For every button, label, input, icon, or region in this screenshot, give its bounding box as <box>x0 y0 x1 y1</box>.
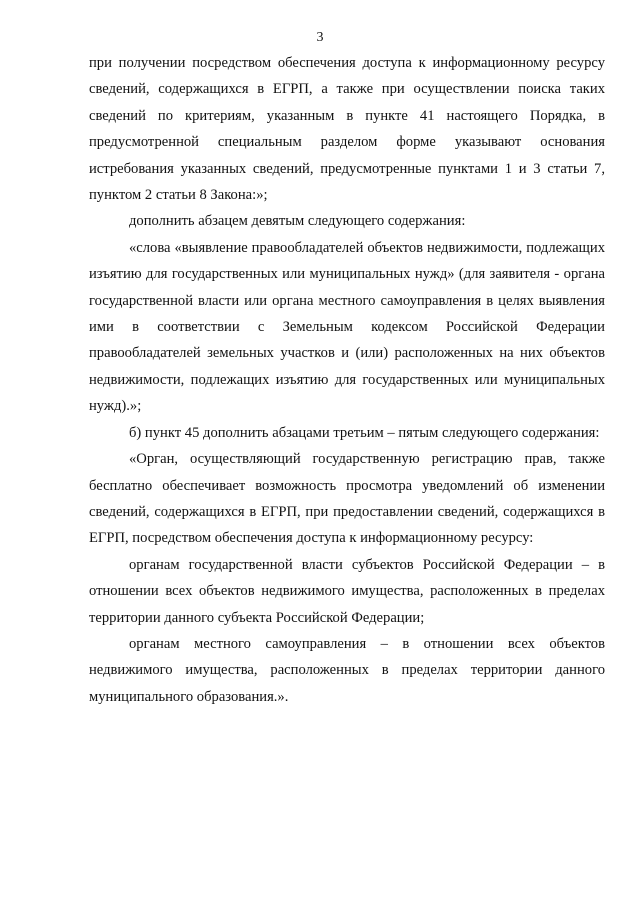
paragraph-add-ninth-subparagraph: дополнить абзацем девятым следующего содержания: <box>129 213 466 230</box>
paragraph-local-government: органам местного самоуправления – в отношении всех объектов недвижимого имущества, расположенных в пределах территории данного муниципального образования.». <box>89 635 605 705</box>
paragraph-words-identification: «слова «выявление правообладателей объектов недвижимости, подлежащих изъятию для государственных или муниципальных нужд» (для заявителя - органа государственной власти или органа местного самоуправления в целях выявления ими в соответствии с Земельным кодексом Российской Федерации правообладателей земельных участков и (или) расположенных на них объектов недвижимости, подлежащих изъятию для государственных или муниципальных нужд).»; <box>89 239 605 415</box>
page-number: 3 <box>316 30 324 45</box>
document-body <box>89 50 605 710</box>
paragraph-point-45-amendment: б) пункт 45 дополнить абзацами третьим – пятым следующего содержания: <box>129 424 600 441</box>
paragraph-grounds-for-request: при получении посредством обеспечения доступа к информационному ресурсу сведений, содержащихся в ЕГРП, а также при осуществлении поиска таких сведений по критериям, указанным в пункте 41 настоящего Порядка, в предусмотренной специальным разделом форме указывают основания истребования указанных сведений, предусмотренные пунктами 1 и 3 статьи 7, пунктом 2 статьи 8 Закона:»; <box>89 55 605 204</box>
paragraph-regional-authorities: органам государственной власти субъектов Российской Федерации – в отношении всех объектов недвижимого имущества, расположенных в пределах территории данного субъекта Российской Федерации; <box>89 556 605 626</box>
paragraph-registration-body: «Орган, осуществляющий государственную регистрацию прав, также бесплатно обеспечивает возможность просмотра уведомлений об изменении сведений, содержащихся в ЕГРП, при предоставлении сведений, содержащихся в ЕГРП, посредством обеспечения доступа к информационному ресурсу: <box>89 451 605 547</box>
